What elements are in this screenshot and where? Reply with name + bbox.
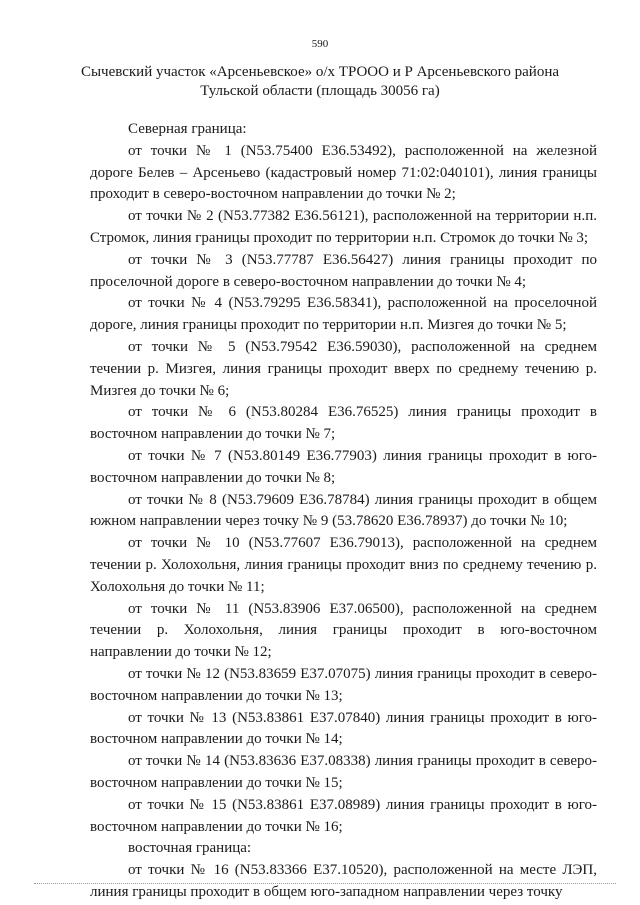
paragraph: от точки № 13 (N53.83861 E37.07840) линия границы проходит в юго-восточном направлении до точки № 14; xyxy=(90,709,597,748)
title-line-2: Тульской области (площадь 30056 га) xyxy=(200,83,440,99)
paragraph: от точки № 2 (N53.77382 E36.56121), расположенной на территории н.п. Стромок, линия границы проходит по территории н.п. Стромок до точки № 3; xyxy=(90,208,597,246)
paragraph: от точки № 3 (N53.77787 E36.56427) линия границы проходит по проселочной дороге в северо-восточном направлении до точки № 4; xyxy=(90,251,597,290)
document-title xyxy=(80,63,560,101)
page-number: 590 xyxy=(311,38,329,50)
paragraph: от точки № 10 (N53.77607 E36.79013), расположенной на среднем течении р. Холохольня, линия границы проходит вниз по среднему течению р. Холохольня до точки № 11; xyxy=(90,535,597,595)
section-heading-east: восточная граница: xyxy=(128,840,252,857)
section-heading-north: Северная граница: xyxy=(128,121,247,137)
document-body xyxy=(90,119,597,904)
paragraph: от точки № 14 (N53.83636 E37.08338) линия границы проходит в северо-восточном направлении до точки № 15; xyxy=(90,753,597,791)
paragraph: от точки № 8 (N53.79609 E36.78784) линия границы проходит в общем южном направлении через точку № 9 (53.78620 E36.78937) до точки № 10; xyxy=(90,491,597,530)
paragraph: от точки № 12 (N53.83659 E37.07075) линия границы проходит в северо-восточном направлении до точки № 13; xyxy=(90,665,597,704)
paragraph: от точки № 15 (N53.83861 E37.08989) линия границы проходит в юго-восточном направлении до точки № 16; xyxy=(90,796,597,835)
paragraph: от точки № 4 (N53.79295 E36.58341), расположенной на проселочной дороге, линия границы проходит по территории н.п. Мизгея до точки № 5; xyxy=(90,295,597,334)
title-line-1: Сычевский участок «Арсеньевское» о/х ТРООО и Р Арсеньевского района xyxy=(80,64,560,80)
paragraph: от точки № 16 (N53.83366 E37.10520), расположенной на месте ЛЭП, линия границы проходит в общем юго-западном направлении через точку xyxy=(90,862,597,900)
paragraph: от точки № 6 (N53.80284 E36.76525) линия границы проходит в восточном направлении до точки № 7; xyxy=(90,404,597,443)
paragraph: от точки № 1 (N53.75400 E36.53492), расположенной на железной дороге Белев – Арсеньево (кадастровый номер 71:02:040101), линия границы проходит в северо-восточном направлении до точки № 2; xyxy=(90,142,597,203)
scan-bottom-edge xyxy=(34,883,616,884)
paragraph: от точки № 7 (N53.80149 E36.77903) линия границы проходит в юго-восточном направлении до точки № 8; xyxy=(90,447,597,486)
paragraph: от точки № 5 (N53.79542 E36.59030), расположенной на среднем течении р. Мизгея, линия границы проходит вверх по среднему течению р. Мизгея до точки № 6; xyxy=(90,338,597,399)
paragraph: от точки № 11 (N53.83906 E37.06500), расположенной на среднем течении р. Холохольня, линия границы проходит в юго-восточном направлении до точки № 12; xyxy=(90,600,597,661)
